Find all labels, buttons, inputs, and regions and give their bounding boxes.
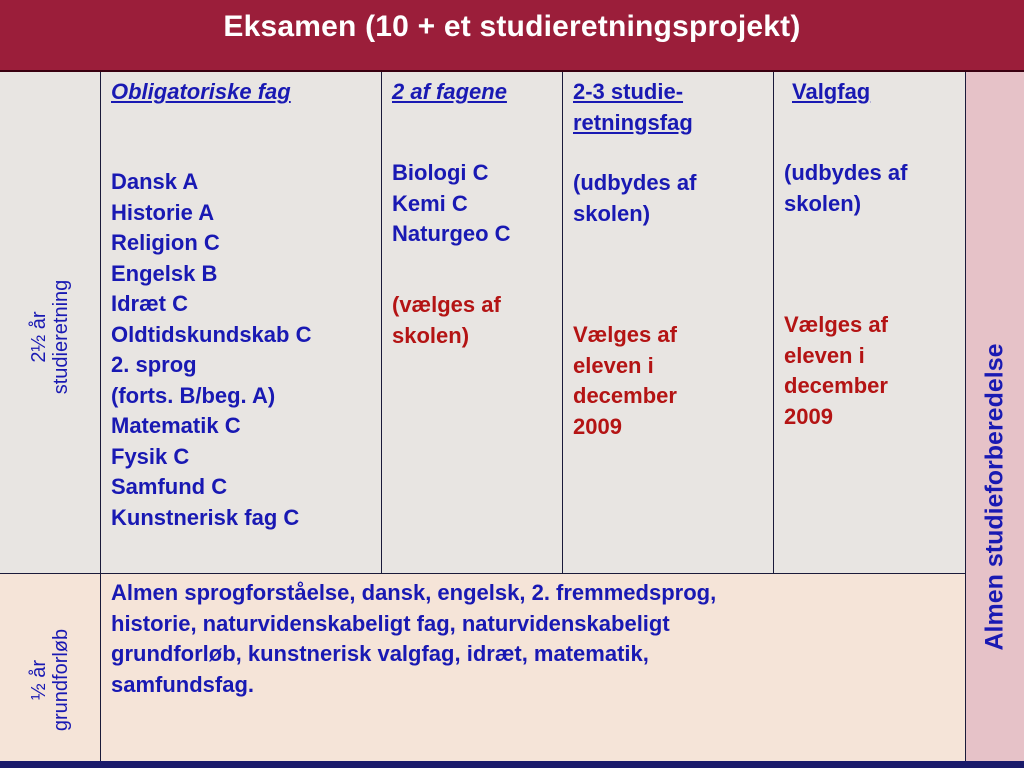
to-af-fagene-note bbox=[392, 290, 501, 351]
list-item: Matematik C bbox=[111, 413, 241, 438]
list-item: Historie A bbox=[111, 199, 215, 225]
list-item: Fysik C bbox=[111, 443, 190, 469]
studieretningsfag-offer bbox=[573, 168, 696, 229]
offer-line: (udbydes af bbox=[784, 160, 908, 185]
choice-line: Vælges af bbox=[784, 312, 888, 337]
to-af-fagene-list bbox=[392, 158, 511, 250]
heading-line: retningsfag bbox=[573, 109, 693, 135]
offer-line: (udbydes af bbox=[573, 170, 697, 195]
grundforloeb-label bbox=[28, 629, 72, 731]
list-item: 2. sprog bbox=[111, 352, 197, 377]
description-line: samfundsfag. bbox=[111, 671, 255, 697]
list-item: Oldtidskundskab C bbox=[111, 321, 312, 347]
offer-line: skolen) bbox=[784, 190, 862, 216]
choice-line: 2009 bbox=[573, 413, 622, 439]
page-title: Eksamen (10 + et studieretningsprojekt) bbox=[223, 10, 801, 43]
studieretning-label-line1: 2½ år bbox=[28, 311, 50, 363]
grundforloeb-description bbox=[111, 578, 716, 700]
almen-studieforberedelse-label: Almen studieforberedelse bbox=[980, 343, 1009, 651]
list-item: Idræt C bbox=[111, 291, 188, 316]
studieretningsfag-cell bbox=[563, 72, 774, 573]
list-item: Kemi C bbox=[392, 190, 468, 216]
obligatoriske-fag-list bbox=[111, 167, 311, 533]
list-item: Kunstnerisk fag C bbox=[111, 504, 300, 530]
valgfag-heading: Valgfag bbox=[792, 79, 871, 104]
header-bar bbox=[0, 0, 1024, 72]
footer-bar bbox=[0, 761, 1024, 768]
studieretningsfag-heading bbox=[573, 77, 693, 138]
description-line: grundforløb, kunstnerisk valgfag, idræt, matematik, bbox=[111, 641, 649, 666]
studieretning-label bbox=[28, 280, 72, 395]
note-line: skolen) bbox=[392, 322, 470, 348]
choice-line: december bbox=[573, 383, 677, 408]
grundforloeb-label-line2: grundforløb bbox=[50, 628, 72, 732]
list-item: Biologi C bbox=[392, 160, 489, 185]
description-line: historie, naturvidenskabeligt fag, naturvidenskabeligt bbox=[111, 610, 670, 636]
left-label-cell-grundforloeb bbox=[0, 573, 101, 761]
choice-line: Vælges af bbox=[573, 322, 677, 347]
studieretningsfag-choice bbox=[573, 320, 677, 442]
list-item: (forts. B/beg. A) bbox=[111, 382, 276, 408]
choice-line: 2009 bbox=[784, 403, 833, 429]
studieretning-label-line2: studieretning bbox=[50, 279, 72, 395]
grundforloeb-cell bbox=[101, 573, 965, 761]
list-item: Engelsk B bbox=[111, 260, 218, 286]
almen-studieforberedelse-column bbox=[965, 72, 1024, 761]
note-line: (vælges af bbox=[392, 292, 501, 317]
obligatoriske-fag-heading: Obligatoriske fag bbox=[111, 79, 291, 104]
list-item: Naturgeo C bbox=[392, 221, 511, 246]
choice-line: eleven i bbox=[573, 352, 654, 378]
list-item: Religion C bbox=[111, 230, 220, 255]
list-item: Samfund C bbox=[111, 474, 228, 499]
left-label-cell-studieretning bbox=[0, 72, 101, 573]
to-af-fagene-heading: 2 af fagene bbox=[392, 79, 507, 104]
heading-line: 2-3 studie- bbox=[573, 79, 684, 104]
valgfag-choice bbox=[784, 310, 888, 432]
list-item: Dansk A bbox=[111, 169, 199, 194]
valgfag-offer bbox=[784, 158, 907, 219]
grundforloeb-label-line1: ½ år bbox=[28, 659, 50, 701]
valgfag-cell bbox=[774, 72, 965, 573]
offer-line: skolen) bbox=[573, 200, 651, 226]
description-line: Almen sprogforståelse, dansk, engelsk, 2. fremmedsprog, bbox=[111, 580, 717, 605]
obligatoriske-fag-cell bbox=[101, 72, 382, 573]
choice-line: eleven i bbox=[784, 342, 865, 368]
to-af-fagene-cell bbox=[382, 72, 563, 573]
choice-line: december bbox=[784, 373, 888, 398]
